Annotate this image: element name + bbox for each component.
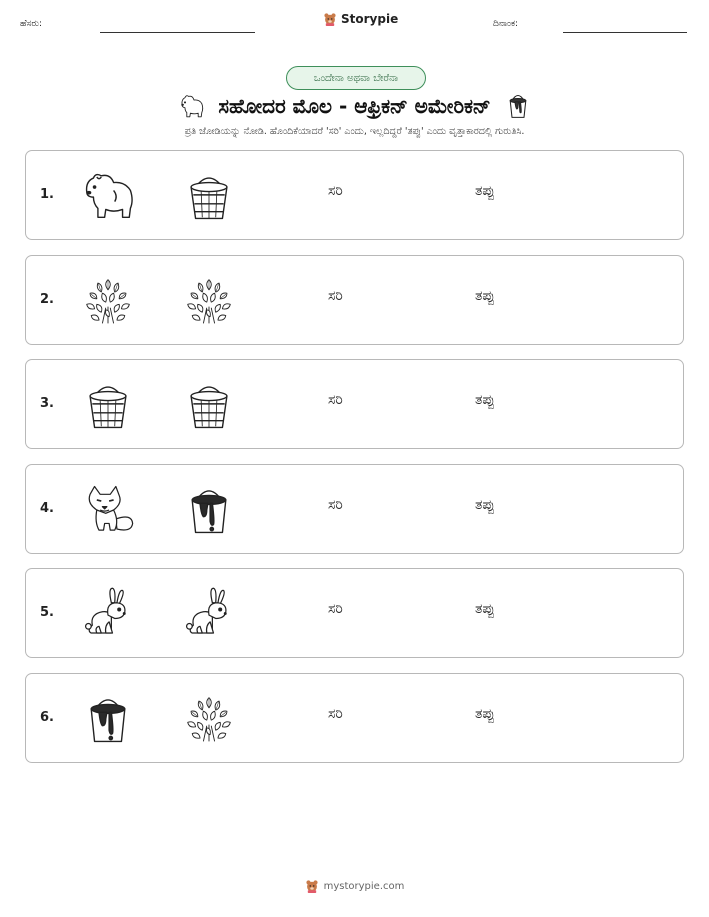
- question-card: [25, 359, 684, 449]
- question-number: 4.: [40, 501, 54, 516]
- date-line[interactable]: [563, 32, 687, 33]
- title-row: [0, 90, 709, 122]
- bear-mascot-icon: [305, 879, 319, 893]
- bush-icon: [80, 273, 136, 329]
- footer-url[interactable]: mystorypie.com: [323, 880, 405, 892]
- page-footer: [0, 879, 709, 893]
- wooden-bucket-icon: [80, 377, 136, 433]
- question-number: 2.: [40, 292, 54, 307]
- option-no[interactable]: ತಪ್ಪು: [475, 497, 495, 513]
- rabbit-icon: [80, 586, 136, 642]
- question-card: [25, 673, 684, 763]
- option-no[interactable]: ತಪ್ಪು: [475, 183, 495, 199]
- bear-icon: [176, 91, 206, 121]
- instructions: ಪ್ರತಿ ಜೋಡಿಯನ್ನು ನೋಡಿ. ಹೊಂದಿಕೆಯಾದರೆ 'ಸರಿ' ಎಂದು, ಇಲ್ಲದಿದ್ದರೆ 'ತಪ್ಪು' ಎಂದು ವೃತ್ತಾಕಾರದಲ್ಲಿ ಗುರುತಿಸಿ.: [184, 126, 525, 137]
- page-header: [0, 0, 709, 40]
- question-card: [25, 150, 684, 240]
- tar-bucket-icon: [181, 482, 237, 538]
- option-yes[interactable]: ಸರಿ: [328, 392, 343, 408]
- bush-icon: [181, 273, 237, 329]
- question-card: [25, 255, 684, 345]
- option-no[interactable]: ತಪ್ಪು: [475, 601, 495, 617]
- page-title: ಸಹೋದರ ಮೊಲ - ಆಫ್ರಿಕನ್ ಅಮೇರಿಕನ್: [218, 94, 491, 118]
- option-no[interactable]: ತಪ್ಪು: [475, 288, 495, 304]
- name-line[interactable]: [100, 32, 255, 33]
- wooden-bucket-icon: [181, 377, 237, 433]
- option-yes[interactable]: ಸರಿ: [328, 601, 343, 617]
- option-no[interactable]: ತಪ್ಪು: [475, 392, 495, 408]
- option-yes[interactable]: ಸರಿ: [328, 497, 343, 513]
- option-yes[interactable]: ಸರಿ: [328, 706, 343, 722]
- name-label: ಹೆಸರು:: [20, 19, 43, 29]
- bear-mascot-icon: [323, 12, 337, 26]
- bear-icon: [80, 168, 136, 224]
- question-card: [25, 464, 684, 554]
- activity-badge: ಒಂದೇನಾ ಅಥವಾ ಬೇರೆನಾ: [286, 66, 426, 90]
- question-number: 5.: [40, 605, 54, 620]
- option-yes[interactable]: ಸರಿ: [328, 183, 343, 199]
- wooden-bucket-icon: [181, 168, 237, 224]
- question-number: 6.: [40, 710, 54, 725]
- tar-bucket-icon: [503, 91, 533, 121]
- rabbit-icon: [181, 586, 237, 642]
- brand-name: Storypie: [341, 12, 399, 26]
- tar-bucket-icon: [80, 691, 136, 747]
- option-no[interactable]: ತಪ್ಪು: [475, 706, 495, 722]
- bush-icon: [181, 691, 237, 747]
- option-yes[interactable]: ಸರಿ: [328, 288, 343, 304]
- brand-logo: [323, 12, 398, 26]
- fox-icon: [80, 482, 136, 538]
- question-number: 1.: [40, 187, 54, 202]
- question-number: 3.: [40, 396, 54, 411]
- question-card: [25, 568, 684, 658]
- date-label: ದಿನಾಂಕ:: [493, 19, 519, 29]
